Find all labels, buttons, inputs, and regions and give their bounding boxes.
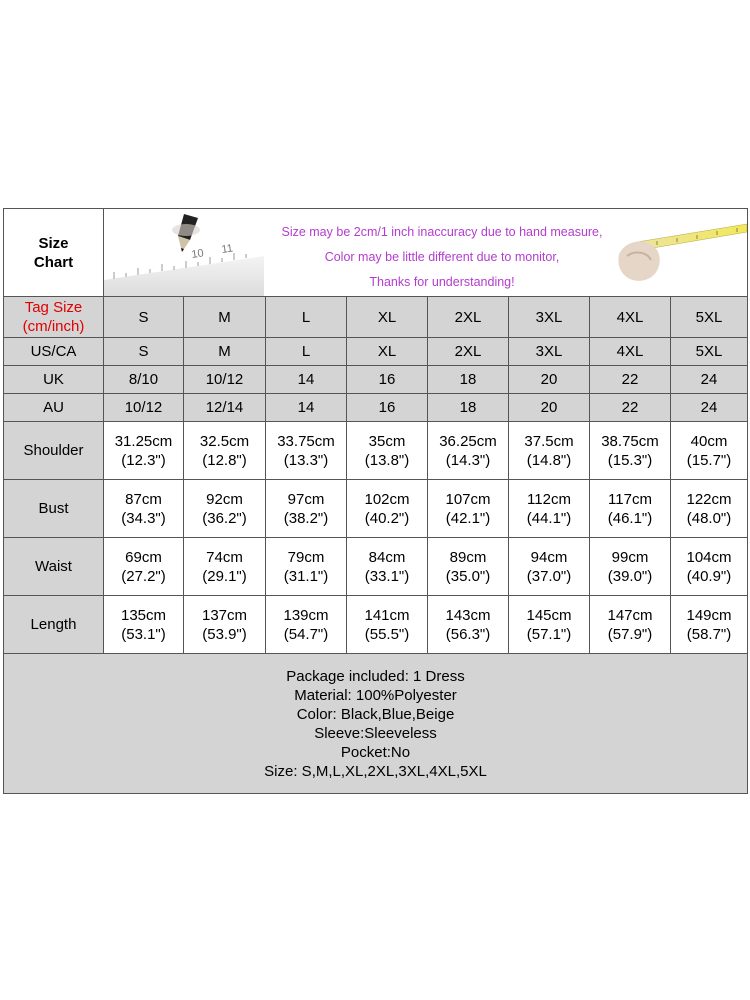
info-material: Material: 100%Polyester bbox=[294, 686, 457, 704]
ruler-mark-10: 10 bbox=[190, 246, 205, 261]
note-line: Thanks for understanding! bbox=[369, 274, 515, 289]
measure-row-length bbox=[4, 596, 748, 654]
note-line: Color may be little different due to monitor, bbox=[324, 249, 560, 264]
row-label: UK bbox=[4, 366, 104, 394]
measure-cm: 87cm bbox=[125, 490, 162, 508]
measure-cell bbox=[509, 422, 590, 480]
size-cell: L bbox=[266, 338, 347, 366]
measure-cell bbox=[428, 422, 509, 480]
row-label: US/CA bbox=[4, 338, 104, 366]
measure-cm: 38.75cm bbox=[601, 432, 659, 450]
size-cell: 14 bbox=[266, 366, 347, 394]
tag-size-cell: L bbox=[266, 297, 347, 338]
measure-cm: 40cm bbox=[690, 432, 728, 450]
measure-inch: (53.9") bbox=[202, 625, 247, 643]
measure-cell bbox=[590, 596, 671, 654]
tag-size-cell: 5XL bbox=[671, 297, 748, 338]
measure-cm: 147cm bbox=[607, 606, 653, 624]
measure-inch: (34.3") bbox=[121, 509, 166, 527]
size-cell: 8/10 bbox=[104, 366, 184, 394]
size-cell: 24 bbox=[671, 394, 748, 422]
tag-size-cell: 2XL bbox=[428, 297, 509, 338]
size-cell: 18 bbox=[428, 366, 509, 394]
measure-inch: (35.0") bbox=[445, 567, 491, 585]
measure-cm: 92cm bbox=[206, 490, 243, 508]
measure-cm: 139cm bbox=[283, 606, 329, 624]
size-cell: 22 bbox=[590, 366, 671, 394]
measure-cell bbox=[428, 596, 509, 654]
size-row-au bbox=[4, 394, 748, 422]
measure-cm: 135cm bbox=[120, 606, 167, 624]
measure-cm: 94cm bbox=[530, 548, 568, 566]
measure-cm: 104cm bbox=[686, 548, 732, 566]
measure-cell bbox=[266, 480, 347, 538]
tag-size-cell: S bbox=[104, 297, 184, 338]
measure-inch: (14.8") bbox=[526, 451, 572, 469]
size-chart-table bbox=[3, 208, 748, 794]
measure-cm: 79cm bbox=[287, 548, 325, 566]
measure-row-shoulder bbox=[4, 422, 748, 480]
size-cell: 20 bbox=[509, 394, 590, 422]
info-package: Package included: 1 Dress bbox=[286, 667, 465, 685]
measure-inch: (57.9") bbox=[607, 625, 653, 643]
info-sleeve: Sleeve:Sleeveless bbox=[314, 724, 437, 742]
measure-cell bbox=[266, 538, 347, 596]
measure-inch: (54.7") bbox=[283, 625, 329, 643]
pencil-ruler-illustration bbox=[104, 210, 264, 296]
measure-cell bbox=[347, 596, 428, 654]
size-cell: 3XL bbox=[509, 338, 590, 366]
measure-inch: (14.3") bbox=[445, 451, 491, 469]
measure-inch: (48.0") bbox=[686, 509, 732, 527]
size-cell: 10/12 bbox=[184, 366, 266, 394]
measure-cell bbox=[590, 422, 671, 480]
size-cell: 18 bbox=[428, 394, 509, 422]
measure-cm: 97cm bbox=[287, 490, 325, 508]
measure-cm: 137cm bbox=[201, 606, 248, 624]
tag-size-label-line1: Tag Size bbox=[24, 299, 83, 316]
measure-inch: (53.1") bbox=[121, 625, 166, 643]
measure-cell bbox=[428, 538, 509, 596]
measure-cell bbox=[347, 538, 428, 596]
measure-inch: (29.1") bbox=[202, 567, 247, 585]
measure-inch: (27.2") bbox=[121, 567, 166, 585]
measure-label: Bust bbox=[4, 480, 104, 538]
product-info bbox=[4, 654, 748, 794]
tag-size-cell: M bbox=[184, 297, 266, 338]
ruler-mark-11: 11 bbox=[220, 241, 234, 256]
measure-cell bbox=[347, 480, 428, 538]
info-sizes: Size: S,M,L,XL,2XL,3XL,4XL,5XL bbox=[264, 762, 487, 780]
measure-cm: 112cm bbox=[527, 490, 571, 508]
size-chart bbox=[3, 208, 747, 790]
measure-cell bbox=[104, 596, 184, 654]
size-cell: 16 bbox=[347, 394, 428, 422]
measure-cm: 35cm bbox=[368, 432, 406, 450]
measure-cm: 36.25cm bbox=[439, 432, 497, 450]
measure-cell bbox=[266, 596, 347, 654]
measure-notice-banner bbox=[104, 209, 748, 297]
size-cell: 20 bbox=[509, 366, 590, 394]
size-cell: XL bbox=[347, 338, 428, 366]
title-line-1: Size bbox=[38, 234, 69, 252]
measure-cm: 89cm bbox=[449, 548, 487, 566]
size-cell: 5XL bbox=[671, 338, 748, 366]
measure-inch: (13.8") bbox=[364, 451, 410, 469]
measure-cm: 149cm bbox=[686, 606, 732, 624]
measure-cm: 33.75cm bbox=[277, 432, 335, 450]
measure-inch: (39.0") bbox=[607, 567, 653, 585]
measure-cm: 122cm bbox=[686, 490, 732, 508]
size-cell: M bbox=[184, 338, 266, 366]
measure-inch: (40.9") bbox=[686, 567, 732, 585]
info-color: Color: Black,Blue,Beige bbox=[296, 705, 455, 723]
measure-cell bbox=[590, 480, 671, 538]
measure-cell bbox=[509, 596, 590, 654]
measure-inch: (56.3") bbox=[445, 625, 491, 643]
row-label: AU bbox=[4, 394, 104, 422]
measure-inch: (46.1") bbox=[607, 509, 653, 527]
measure-cell bbox=[184, 422, 266, 480]
measure-cm: 31.25cm bbox=[114, 432, 173, 450]
measure-cm: 145cm bbox=[526, 606, 572, 624]
measure-inch: (40.2") bbox=[364, 509, 410, 527]
measure-cm: 74cm bbox=[206, 548, 243, 566]
size-row-uk bbox=[4, 366, 748, 394]
size-cell: 10/12 bbox=[104, 394, 184, 422]
size-cell: 4XL bbox=[590, 338, 671, 366]
measure-inch: (36.2") bbox=[202, 509, 247, 527]
title-line-2: Chart bbox=[33, 253, 74, 271]
measure-row-waist bbox=[4, 538, 748, 596]
size-cell: 22 bbox=[590, 394, 671, 422]
measure-cell bbox=[509, 538, 590, 596]
measure-cell bbox=[671, 596, 748, 654]
measure-cm: 37.5cm bbox=[524, 432, 574, 450]
measure-inch: (42.1") bbox=[445, 509, 491, 527]
measure-cell bbox=[184, 596, 266, 654]
measure-inch: (15.3") bbox=[607, 451, 653, 469]
hand-icon bbox=[618, 241, 659, 280]
size-cell: 12/14 bbox=[184, 394, 266, 422]
measure-row-bust bbox=[4, 480, 748, 538]
size-cell: 2XL bbox=[428, 338, 509, 366]
size-cell: 24 bbox=[671, 366, 748, 394]
size-row-us-ca bbox=[4, 338, 748, 366]
measure-cell bbox=[104, 480, 184, 538]
measure-label: Length bbox=[4, 596, 104, 654]
measure-inch: (33.1") bbox=[364, 567, 410, 585]
info-pocket: Pocket:No bbox=[340, 743, 411, 761]
measure-inch: (37.0") bbox=[526, 567, 572, 585]
measure-inch: (57.1") bbox=[526, 625, 572, 643]
tag-size-cell: 4XL bbox=[590, 297, 671, 338]
measure-inch: (12.3") bbox=[121, 451, 166, 469]
size-cell: 14 bbox=[266, 394, 347, 422]
measure-inch: (58.7") bbox=[686, 625, 732, 643]
measure-label: Waist bbox=[4, 538, 104, 596]
measure-cm: 102cm bbox=[364, 490, 410, 508]
measure-inch: (15.7") bbox=[686, 451, 732, 469]
measure-cm: 69cm bbox=[125, 548, 162, 566]
size-chart-title bbox=[4, 209, 104, 297]
tag-size-cell: 3XL bbox=[509, 297, 590, 338]
measure-notes bbox=[272, 220, 612, 295]
measure-cell bbox=[428, 480, 509, 538]
measure-cell bbox=[671, 422, 748, 480]
measure-cell bbox=[590, 538, 671, 596]
measure-cell bbox=[184, 480, 266, 538]
measure-cm: 32.5cm bbox=[199, 432, 250, 450]
measure-inch: (12.8") bbox=[202, 451, 247, 469]
tag-size-cell: XL bbox=[347, 297, 428, 338]
measure-cm: 117cm bbox=[608, 490, 652, 508]
measure-inch: (55.5") bbox=[364, 625, 410, 643]
measure-cell bbox=[347, 422, 428, 480]
measure-cell bbox=[266, 422, 347, 480]
size-cell: 16 bbox=[347, 366, 428, 394]
measure-inch: (31.1") bbox=[283, 567, 329, 585]
measure-cell bbox=[104, 538, 184, 596]
measure-inch: (44.1") bbox=[526, 509, 572, 527]
measure-inch: (38.2") bbox=[283, 509, 329, 527]
measure-cm: 143cm bbox=[445, 606, 491, 624]
measure-cm: 141cm bbox=[364, 606, 410, 624]
measure-cell bbox=[509, 480, 590, 538]
measure-cell bbox=[671, 480, 748, 538]
measure-cm: 107cm bbox=[445, 490, 491, 508]
tag-size-label-line2: (cm/inch) bbox=[22, 318, 85, 335]
measure-cm: 99cm bbox=[611, 548, 649, 566]
measure-cell bbox=[184, 538, 266, 596]
size-cell: S bbox=[104, 338, 184, 366]
measure-inch: (13.3") bbox=[283, 451, 329, 469]
note-line: Size may be 2cm/1 inch inaccuracy due to hand measure, bbox=[281, 224, 603, 239]
measure-cell bbox=[671, 538, 748, 596]
measure-cm: 84cm bbox=[368, 548, 406, 566]
measure-cell bbox=[104, 422, 184, 480]
tag-size-label bbox=[4, 297, 104, 338]
measuring-tape-illustration bbox=[597, 210, 747, 296]
measure-label: Shoulder bbox=[4, 422, 104, 480]
